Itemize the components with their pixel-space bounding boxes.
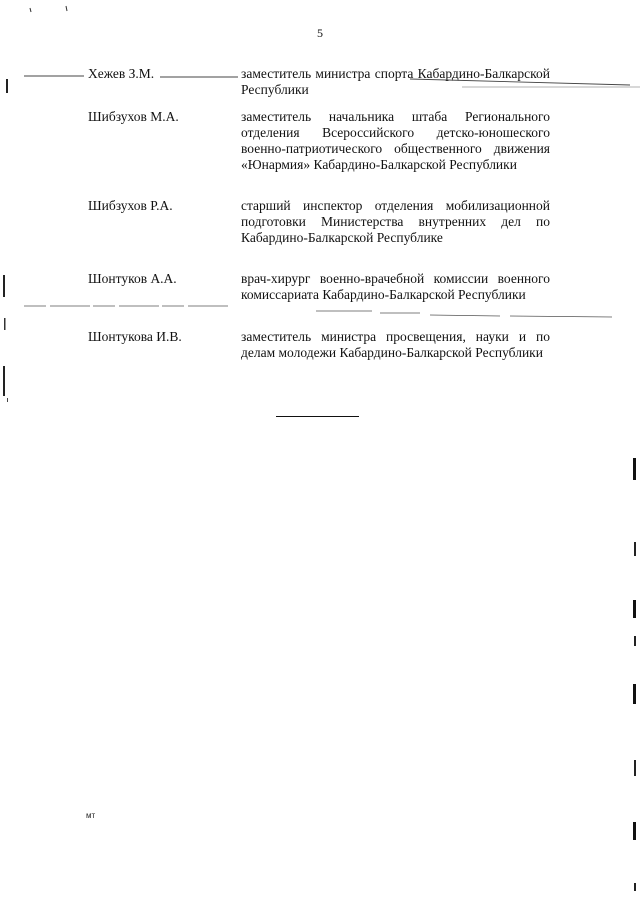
person-name: Шибзухов Р.А. bbox=[88, 198, 173, 213]
person-name: Шонтуков А.А. bbox=[88, 271, 177, 286]
footer-mark: мт bbox=[86, 811, 96, 820]
person-name: Шибзухов М.А. bbox=[88, 109, 179, 124]
person-position: старший инспектор отделения мобилизационной подготовки Министерства внутренних дел по Кабардино-Балкарской Республике bbox=[241, 198, 550, 245]
person-position: врач-хирург военно-врачебной комиссии военного комиссариата Кабардино-Балкарской Республики bbox=[241, 271, 550, 302]
page-number: 5 bbox=[317, 26, 323, 40]
person-position: заместитель министра просвещения, науки и по делам молодежи Кабардино-Балкарской Республики bbox=[241, 329, 550, 360]
person-name: Хежев З.М. bbox=[88, 66, 155, 81]
person-position: заместитель начальника штаба Регионального отделения Всероссийского детско-юношеского военно-патриотического общественного движения «Юнармия» Кабардино-Балкарской Республики bbox=[241, 109, 550, 172]
person-name: Шонтукова И.В. bbox=[88, 329, 182, 344]
person-position: заместитель министра спорта Кабардино-Балкарской Республики bbox=[241, 66, 550, 97]
